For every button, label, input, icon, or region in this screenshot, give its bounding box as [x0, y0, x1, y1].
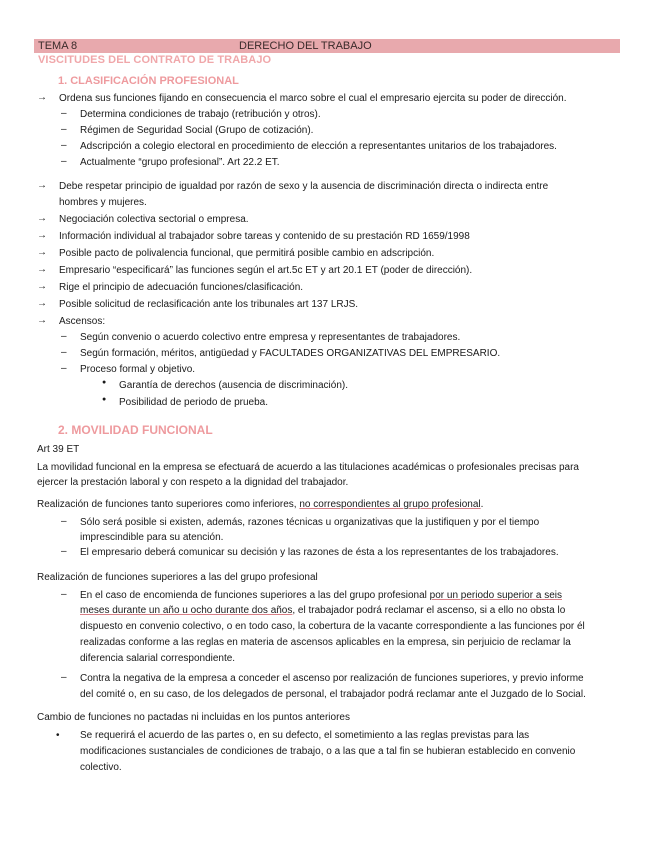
arrow-icon: →	[37, 180, 47, 191]
list-item	[80, 589, 562, 602]
body-text: Ascensos:	[59, 316, 106, 327]
bullet-icon: ●	[102, 396, 107, 403]
body-text: La movilidad funcional en la empresa se efectuará de acuerdo a las titulaciones académicas o profesionales precisas para	[37, 462, 579, 473]
body-text: Empresario “especificará” las funciones según el art.5c ET y art 20.1 ET (poder de dirección).	[59, 265, 473, 276]
list-item: imprescindible para su atención.	[80, 532, 224, 543]
dash-icon: –	[61, 140, 67, 151]
dash-icon: –	[61, 108, 67, 119]
body-text	[37, 498, 483, 511]
body-text: Posible pacto de polivalencia funcional, que permitirá posible cambio en adscripción.	[59, 248, 435, 259]
list-item: modificaciones sustanciales de condiciones de trabajo, o a las que a tal fin se hubieran establecido en convenio	[80, 746, 576, 757]
dash-icon: –	[61, 124, 67, 135]
body-text: hombres y mujeres.	[59, 197, 147, 208]
section-heading-clasificacion: 1. CLASIFICACIÓN PROFESIONAL	[58, 75, 239, 87]
page-header	[34, 39, 620, 53]
body-text: Debe respetar principio de igualdad por razón de sexo y la ausencia de discriminación directa o indirecta entre	[59, 181, 549, 192]
body-text: Rige el principio de adecuación funciones/clasificación.	[59, 282, 304, 293]
list-item: realizadas conforme a las reglas en materia de ascensos aplicables en la empresa, sin perjuicio de reclamar la	[80, 637, 571, 648]
list-item: El empresario deberá comunicar su decisión y las razones de ésta a los representantes de los trabajadores.	[80, 547, 559, 558]
body-text: Art 39 ET	[37, 444, 80, 455]
list-item: diferencia salarial correspondiente.	[80, 653, 236, 664]
body-text: Cambio de funciones no pactadas ni incluidas en los puntos anteriores	[37, 712, 350, 723]
list-item: Determina condiciones de trabajo (retribución y otros).	[80, 109, 321, 120]
body-text: Realización de funciones superiores a las del grupo profesional	[37, 572, 318, 583]
dash-icon: –	[61, 156, 67, 167]
dash-icon: –	[61, 589, 67, 600]
underlined-text: meses durante un año u ocho durante dos años	[80, 605, 293, 616]
list-item: Se requerirá el acuerdo de las partes o, en su defecto, el sometimiento a las reglas previstas para las	[80, 730, 530, 741]
dash-icon: –	[61, 331, 67, 342]
document-title: VISCITUDES DEL CONTRATO DE TRABAJO	[38, 54, 272, 66]
dash-icon: –	[61, 363, 67, 374]
text-segment: En el caso de encomienda de funciones superiores a las del grupo profesional	[80, 590, 430, 601]
dash-icon: –	[61, 672, 67, 683]
list-item: Adscripción a colegio electoral en procedimiento de elección a representantes unitarios de los trabajadores.	[80, 141, 557, 152]
list-item: Garantía de derechos (ausencia de discriminación).	[119, 380, 349, 391]
list-item: Según formación, méritos, antigüedad y FACULTADES ORGANIZATIVAS DEL EMPRESARIO.	[80, 348, 501, 359]
arrow-icon: →	[37, 281, 47, 292]
arrow-icon: →	[37, 92, 47, 103]
section-heading-movilidad: 2. MOVILIDAD FUNCIONAL	[58, 423, 213, 437]
list-item: Régimen de Seguridad Social (Grupo de cotización).	[80, 125, 314, 136]
list-item: Posibilidad de periodo de prueba.	[119, 397, 268, 408]
dash-icon: –	[61, 546, 67, 557]
header-tema: TEMA 8	[38, 40, 78, 52]
underlined-text: por un periodo superior a seis	[429, 590, 562, 601]
body-text: ejercer la prestación laboral y con respeto a la dignidad del trabajador.	[37, 477, 349, 488]
bullet-icon: •	[56, 730, 60, 741]
header-materia: DERECHO DEL TRABAJO	[239, 40, 372, 52]
text-segment: Realización de funciones tanto superiores como inferiores,	[37, 499, 300, 510]
body-text: Ordena sus funciones fijando en consecuencia el marco sobre el cual el empresario ejercita su poder de dirección.	[59, 93, 567, 104]
body-text: Información individual al trabajador sobre tareas y contenido de su prestación RD 1659/1998	[59, 231, 470, 242]
arrow-icon: →	[37, 247, 47, 258]
arrow-icon: →	[37, 213, 47, 224]
dash-icon: –	[61, 516, 67, 527]
list-item: Sólo será posible si existen, además, razones técnicas u organizativas que la justifiquen y por el tiempo	[80, 517, 540, 528]
body-text: Negociación colectiva sectorial o empresa.	[59, 214, 249, 225]
list-item: del comité o, en su caso, de los delegados de personal, el trabajador podrá reclamar ante el Juzgado de lo Social.	[80, 689, 586, 700]
arrow-icon: →	[37, 298, 47, 309]
list-item: Actualmente “grupo profesional”. Art 22.2 ET.	[80, 157, 280, 168]
list-item: dispuesto en convenio colectivo, o en todo caso, la cobertura de la vacante correspondiente a las funciones por él	[80, 621, 585, 632]
underlined-text: no correspondientes al grupo profesional	[299, 499, 481, 510]
arrow-icon: →	[37, 264, 47, 275]
list-item: Según convenio o acuerdo colectivo entre empresa y representantes de trabajadores.	[80, 332, 461, 343]
list-item: Contra la negativa de la empresa a conceder el ascenso por realización de funciones superiores, y previo informe	[80, 673, 584, 684]
bullet-icon: ●	[102, 379, 107, 386]
arrow-icon: →	[37, 315, 47, 326]
dash-icon: –	[61, 347, 67, 358]
list-item: Proceso formal y objetivo.	[80, 364, 196, 375]
text-segment: , el trabajador podrá reclamar el ascenso, si a ello no obsta lo	[292, 605, 566, 616]
arrow-icon: →	[37, 230, 47, 241]
list-item	[80, 604, 565, 617]
body-text: Posible solicitud de reclasificación ante los tribunales art 137 LRJS.	[59, 299, 359, 310]
list-item: colectivo.	[80, 762, 122, 773]
text-segment: .	[480, 499, 484, 510]
